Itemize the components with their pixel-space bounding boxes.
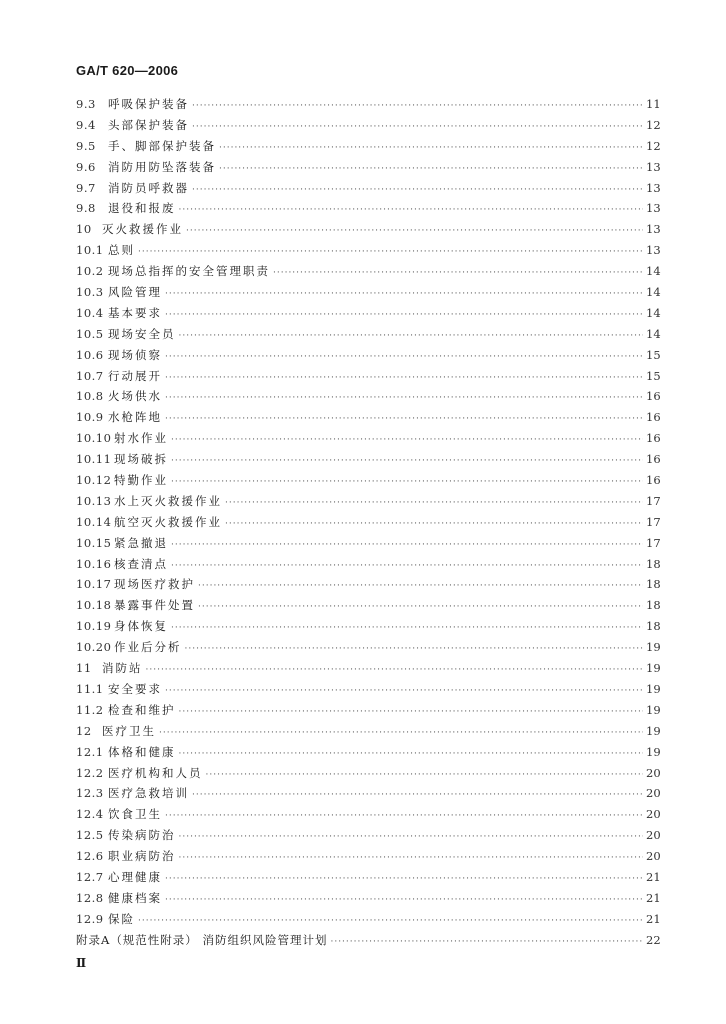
dot-leader [225, 519, 643, 529]
toc-entry-title: 身体恢复 [114, 619, 168, 634]
toc-entry[interactable] [76, 702, 660, 723]
page-number: Ⅱ [76, 956, 87, 970]
toc-entry-number: 10.17 [76, 577, 112, 592]
dot-leader [192, 122, 643, 132]
toc-entry[interactable] [76, 472, 660, 493]
toc-entry-number: 10.12 [76, 473, 112, 488]
toc-entry-page: 16 [646, 473, 661, 488]
toc-entry-page: 20 [646, 807, 661, 822]
toc-entry[interactable] [76, 765, 660, 786]
toc-entry-page: 20 [646, 765, 661, 780]
toc-entry-page: 19 [646, 723, 661, 738]
toc-entry-number: 12.6 [76, 849, 104, 864]
toc-entry[interactable] [76, 430, 660, 451]
dot-leader [171, 540, 643, 550]
toc-entry-page: 21 [646, 890, 661, 905]
toc-entry[interactable] [76, 660, 660, 681]
dot-leader [273, 268, 643, 278]
toc-entry-number: 10.9 [76, 410, 104, 425]
dot-leader [171, 456, 643, 466]
toc-entry-title: 水枪阵地 [108, 410, 162, 425]
toc-entry-page: 20 [646, 828, 661, 843]
toc-entry-title: 头部保护装备 [108, 117, 189, 132]
toc-entry-title: 水上灭火救援作业 [114, 493, 222, 508]
toc-entry-title: 安全要求 [108, 681, 162, 696]
toc-entry-page: 13 [646, 243, 661, 258]
toc-entry[interactable] [76, 159, 660, 180]
toc-entry-page: 12 [646, 138, 661, 153]
toc-entry-page: 19 [646, 640, 661, 655]
toc-entry[interactable] [76, 535, 660, 556]
toc-entry-page: 13 [646, 222, 661, 237]
toc-entry-number: 10.6 [76, 347, 104, 362]
toc-entry-page: 22 [646, 932, 661, 947]
dot-leader [179, 749, 644, 759]
toc-entry-title: 保险 [108, 911, 135, 926]
dot-leader [171, 623, 643, 633]
toc-entry-page: 14 [646, 305, 661, 320]
toc-entry-page: 17 [646, 514, 661, 529]
toc-entry-page: 18 [646, 556, 661, 571]
toc-entry-page: 20 [646, 849, 661, 864]
toc-entry-title [76, 932, 327, 948]
toc-entry-title: 体格和健康 [108, 744, 176, 759]
dot-leader [138, 916, 643, 926]
toc-entry-number: 12.9 [76, 911, 104, 926]
table-of-contents [76, 96, 660, 953]
toc-entry-page: 19 [646, 681, 661, 696]
toc-entry-number: 12.5 [76, 828, 104, 843]
toc-entry-title: 现场总指挥的安全管理职责 [108, 264, 270, 279]
toc-entry-page: 15 [646, 368, 661, 383]
dot-leader [165, 811, 643, 821]
toc-entry-page: 16 [646, 431, 661, 446]
dot-leader [165, 895, 643, 905]
toc-entry-number: 11 [76, 661, 92, 676]
dot-leader [330, 937, 643, 947]
toc-entry-title: 医疗急救培训 [108, 786, 189, 801]
toc-entry-title: 消防用防坠落装备 [108, 159, 216, 174]
toc-entry-page: 19 [646, 744, 661, 759]
dot-leader [192, 185, 643, 195]
toc-entry-number: 9.8 [76, 201, 96, 216]
toc-entry[interactable] [76, 368, 660, 389]
toc-entry-title: 消防站 [102, 661, 143, 676]
toc-entry-number: 9.3 [76, 97, 96, 111]
dot-leader [171, 477, 643, 487]
toc-entry[interactable] [76, 180, 660, 201]
toc-entry-title: 基本要求 [108, 305, 162, 320]
toc-entry-title: 现场侦察 [108, 347, 162, 362]
toc-entry-title: 健康档案 [108, 890, 162, 905]
toc-entry-number: 10.14 [76, 514, 112, 529]
toc-entry-number: 11.1 [76, 681, 104, 696]
toc-entry-number: 10.4 [76, 305, 104, 320]
toc-entry-title: 现场医疗救护 [114, 577, 195, 592]
toc-entry-page: 18 [646, 577, 661, 592]
toc-entry[interactable] [76, 911, 660, 932]
toc-entry-title: 风险管理 [108, 285, 162, 300]
toc-entry[interactable] [76, 263, 660, 284]
dot-leader [165, 414, 643, 424]
toc-entry[interactable] [76, 869, 660, 890]
toc-entry-number: 10.2 [76, 264, 104, 279]
toc-entry-page: 21 [646, 869, 661, 884]
toc-entry[interactable] [76, 806, 660, 827]
toc-entry[interactable] [76, 827, 660, 848]
toc-entry[interactable] [76, 785, 660, 806]
dot-leader [198, 581, 643, 591]
toc-entry[interactable] [76, 493, 660, 514]
dot-leader [186, 226, 643, 236]
toc-entry[interactable] [76, 597, 660, 618]
toc-entry-title: 呼吸保护装备 [108, 97, 189, 111]
toc-entry-number: 10.15 [76, 535, 112, 550]
toc-entry-page: 20 [646, 786, 661, 801]
toc-entry-title: 灭火救援作业 [102, 222, 183, 237]
dot-leader [179, 205, 644, 215]
toc-entry[interactable] [76, 388, 660, 409]
toc-entry-page: 18 [646, 619, 661, 634]
appendix-label: 附录A [76, 932, 111, 947]
toc-entry-number: 10.1 [76, 243, 104, 258]
toc-entry-number: 12.7 [76, 869, 104, 884]
toc-entry-title: 手、脚部保护装备 [108, 138, 216, 153]
toc-entry-page: 11 [646, 97, 661, 111]
toc-entry-number: 10.13 [76, 493, 112, 508]
dot-leader [165, 352, 643, 362]
toc-entry-number: 11.2 [76, 702, 104, 717]
toc-entry-title: 职业病防治 [108, 849, 176, 864]
toc-entry-number: 10.18 [76, 598, 112, 613]
toc-entry-page: 17 [646, 493, 661, 508]
toc-entry[interactable] [76, 117, 660, 138]
toc-entry-number: 9.7 [76, 180, 96, 195]
toc-entry[interactable] [76, 618, 660, 639]
toc-entry[interactable] [76, 451, 660, 472]
toc-entry-number: 12 [76, 723, 92, 738]
toc-entry-title: 行动展开 [108, 368, 162, 383]
toc-entry-title: 医疗机构和人员 [108, 765, 203, 780]
toc-entry-page: 12 [646, 117, 661, 132]
toc-entry-title: 特勤作业 [114, 473, 168, 488]
toc-entry[interactable] [76, 221, 660, 242]
toc-entry[interactable] [76, 744, 660, 765]
toc-entry-page: 13 [646, 159, 661, 174]
dot-leader [179, 832, 644, 842]
toc-entry-page: 13 [646, 180, 661, 195]
toc-entry-number: 12.1 [76, 744, 104, 759]
toc-entry-page: 14 [646, 285, 661, 300]
dot-leader [165, 289, 643, 299]
dot-leader [159, 728, 643, 738]
toc-entry[interactable] [76, 242, 660, 263]
toc-entry-page: 21 [646, 911, 661, 926]
toc-entry-title: 检查和维护 [108, 702, 176, 717]
toc-entry-page: 19 [646, 702, 661, 717]
dot-leader [206, 770, 644, 780]
toc-entry-number: 10.11 [76, 452, 112, 467]
dot-leader [165, 874, 643, 884]
dot-leader [179, 331, 644, 341]
toc-entry-number: 10.10 [76, 431, 112, 446]
toc-entry-title: 现场破拆 [114, 452, 168, 467]
toc-entry-number: 12.8 [76, 890, 104, 905]
toc-entry-number: 9.5 [76, 138, 96, 153]
toc-entry-title: 传染病防治 [108, 828, 176, 843]
toc-entry-number: 10.20 [76, 640, 112, 655]
toc-entry-page: 16 [646, 410, 661, 425]
dot-leader [225, 498, 643, 508]
toc-entry-title: 退役和报废 [108, 201, 176, 216]
dot-leader [179, 853, 644, 863]
toc-entry[interactable] [76, 514, 660, 535]
toc-entry-number: 10.7 [76, 368, 104, 383]
toc-entry-number: 12.2 [76, 765, 104, 780]
toc-entry[interactable] [76, 890, 660, 911]
dot-leader [198, 602, 643, 612]
appendix-title: （规范性附录） 消防组织风险管理计划 [110, 932, 328, 947]
toc-entry-number: 9.4 [76, 117, 96, 132]
toc-entry-number: 10.8 [76, 389, 104, 404]
toc-entry-title: 消防员呼救器 [108, 180, 189, 195]
dot-leader [138, 247, 643, 257]
toc-entry[interactable] [76, 639, 660, 660]
toc-entry[interactable] [76, 284, 660, 305]
toc-entry-page: 17 [646, 535, 661, 550]
toc-entry[interactable] [76, 556, 660, 577]
toc-entry-number: 9.6 [76, 159, 96, 174]
dot-leader [185, 644, 644, 654]
toc-entry-number: 10.19 [76, 619, 112, 634]
toc-entry[interactable] [76, 723, 660, 744]
dot-leader [179, 707, 644, 717]
toc-entry-title: 暴露事件处置 [114, 598, 195, 613]
toc-entry-number: 10.16 [76, 556, 112, 571]
toc-entry-title: 射水作业 [114, 431, 168, 446]
dot-leader [146, 665, 644, 675]
toc-entry-page: 14 [646, 264, 661, 279]
toc-entry-title: 作业后分析 [114, 640, 182, 655]
dot-leader [165, 373, 643, 383]
toc-entry-page: 19 [646, 661, 661, 676]
toc-entry-number: 10.3 [76, 285, 104, 300]
toc-entry[interactable] [76, 848, 660, 869]
toc-entry-page: 18 [646, 598, 661, 613]
dot-leader [219, 143, 643, 153]
toc-entry-number: 10.5 [76, 326, 104, 341]
toc-entry-page: 13 [646, 201, 661, 216]
toc-entry[interactable] [76, 96, 660, 117]
toc-entry-page: 15 [646, 347, 661, 362]
dot-leader [165, 310, 643, 320]
toc-entry-page: 14 [646, 326, 661, 341]
toc-entry-page: 16 [646, 389, 661, 404]
dot-leader [192, 101, 643, 111]
dot-leader [165, 686, 643, 696]
toc-entry-title: 饮食卫生 [108, 807, 162, 822]
toc-entry-title: 现场安全员 [108, 326, 176, 341]
toc-entry-page: 16 [646, 452, 661, 467]
toc-entry-title: 紧急撤退 [114, 535, 168, 550]
dot-leader [219, 164, 643, 174]
dot-leader [192, 790, 643, 800]
toc-entry[interactable] [76, 200, 660, 221]
toc-entry-number: 12.4 [76, 807, 104, 822]
toc-entry-title: 核查清点 [114, 556, 168, 571]
dot-leader [171, 561, 643, 571]
toc-entry-number: 12.3 [76, 786, 104, 801]
toc-entry[interactable] [76, 409, 660, 430]
toc-entry-title: 火场供水 [108, 389, 162, 404]
dot-leader [171, 435, 643, 445]
toc-entry-title: 航空灭火救援作业 [114, 514, 222, 529]
toc-entry[interactable] [76, 326, 660, 347]
document-code: GA/T 620—2006 [76, 63, 179, 78]
toc-entry[interactable] [76, 576, 660, 597]
toc-entry[interactable] [76, 347, 660, 368]
toc-entry-title: 医疗卫生 [102, 723, 156, 738]
toc-entry[interactable] [76, 138, 660, 159]
dot-leader [165, 393, 643, 403]
toc-entry[interactable] [76, 932, 660, 953]
toc-entry[interactable] [76, 681, 660, 702]
toc-entry-title: 心理健康 [108, 869, 162, 884]
toc-entry[interactable] [76, 305, 660, 326]
toc-entry-title: 总则 [108, 243, 135, 258]
toc-entry-number: 10 [76, 222, 92, 237]
